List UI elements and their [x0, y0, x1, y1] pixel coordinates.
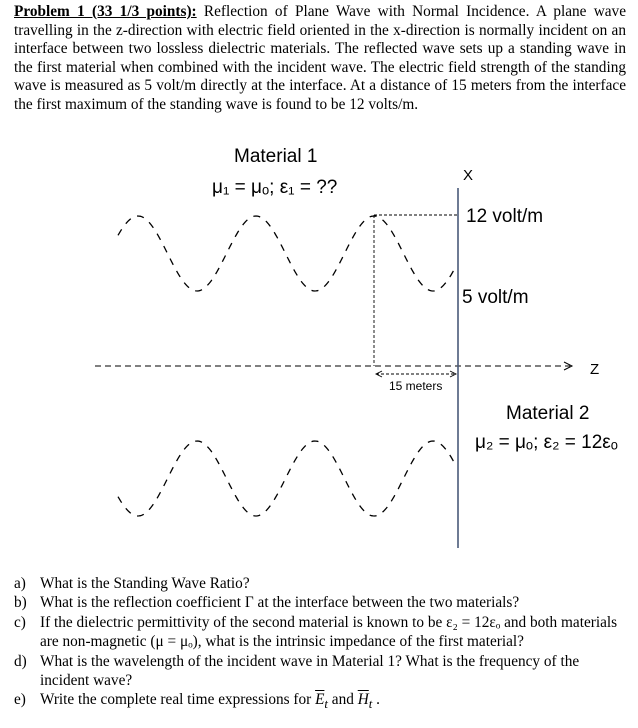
e-field-subscript: t [324, 697, 328, 712]
question-d [14, 652, 630, 691]
question-list [14, 574, 630, 715]
question-text: If the dielectric permittivity of the second material is known to be ε₂ = 12εₒ and both materials are non-magnetic (μ = μₒ), what is the intrinsic impedance of the first material? [40, 613, 618, 651]
h-field-symbol: $\overline{H}$ [357, 691, 369, 709]
question-a [14, 574, 630, 593]
question-letter: e) [14, 691, 26, 709]
question-letter: c) [14, 613, 26, 631]
h-field-subscript: t [368, 697, 373, 712]
wave-envelope-lower [118, 441, 454, 516]
question-end: . [372, 691, 380, 709]
question-text: What is the Standing Wave Ratio? [40, 575, 250, 592]
interface-field-label: 5 volt/m [462, 287, 529, 308]
question-letter: a) [14, 575, 26, 592]
material2-title: Material 2 [506, 403, 590, 424]
wave-envelope-upper [118, 216, 454, 291]
problem-text: Reflection of Plane Wave with Normal Incidence. A plane wave travelling in the z-direction with electric field oriented in the x-direction is normally incident on an interface between two lossless dielectric materials. The reflected wave sets up a standing wave in the first material when combined with the incident wave. The electric field strength of the standing wave is measured as 5 volt/m directly at the interface. At a distance of 15 meters from the interface the first maximum of the standing wave is found to be 12 volts/m. [14, 3, 626, 113]
material1-params: μ₁ = μₒ; ε₁ = ?? [212, 177, 338, 198]
material1-title: Material 1 [234, 146, 318, 167]
problem-heading: Problem 1 (33 1/3 points): [14, 3, 197, 20]
question-c [14, 613, 630, 652]
question-text: What is the wavelength of the incident wave in Material 1? What is the frequency of the incident wave? [40, 652, 580, 690]
question-conjunction: and [327, 691, 358, 709]
question-letter: b) [14, 594, 27, 612]
question-letter: d) [14, 652, 27, 670]
x-axis-label: X [463, 167, 474, 184]
question-text: Write the complete real time expressions for [40, 691, 316, 709]
question-b [14, 593, 630, 612]
question-text: What is the reflection coefficient Γ at the interface between the two materials? [40, 594, 520, 612]
distance-label: 15 meters [389, 379, 443, 393]
question-e [14, 690, 630, 714]
e-field-symbol: $\overline{E}$ [315, 691, 325, 709]
max-field-label: 12 volt/m [466, 206, 544, 227]
material2-params: μ₂ = μₒ; ε₂ = 12εₒ [475, 432, 618, 453]
z-axis-label: Z [590, 361, 600, 378]
